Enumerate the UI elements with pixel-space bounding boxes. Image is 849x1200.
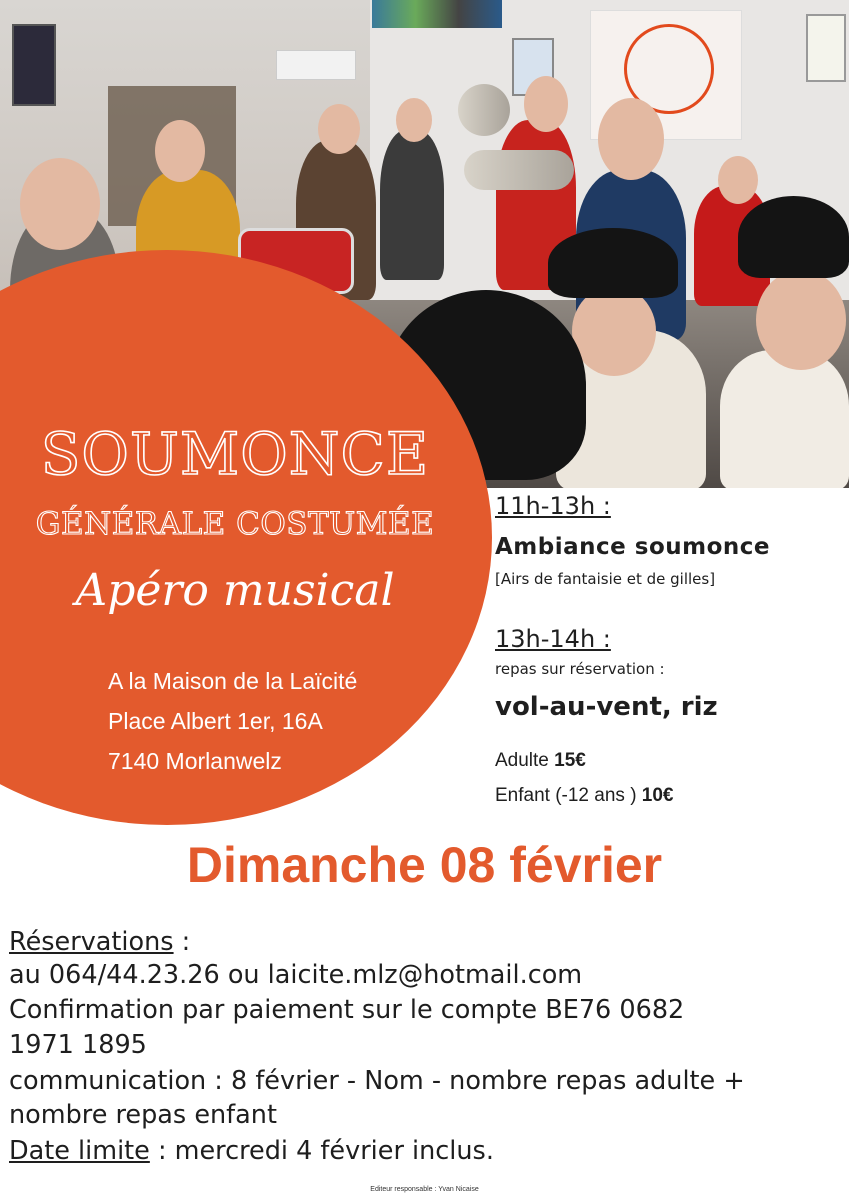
photo-person-head [756,270,846,370]
address-line-2: Place Albert 1er, 16A [108,708,323,734]
photo-hat [548,228,678,298]
photo-person-head [155,120,205,182]
photo-person [380,130,444,280]
photo-person-head [598,98,664,180]
adult-price-value: 15€ [554,750,586,771]
photo-person-head [718,156,758,204]
photo-person-head [396,98,432,142]
slot1-detail: [Airs de fantaisie et de gilles] [495,570,716,588]
photo-person [720,350,849,488]
deadline-value: : mercredi 4 février inclus. [149,1136,494,1166]
photo-person-head [20,158,100,250]
reservations-heading [9,927,190,957]
photo-person-head [318,104,360,154]
photo-person-head [524,76,568,132]
deadline-label: Date limite [9,1136,150,1166]
photo-person-head [572,286,656,376]
communication-line-2: nombre repas enfant [9,1100,277,1130]
slot2-title: repas sur réservation : [495,660,665,678]
child-price [495,785,674,807]
child-price-label: Enfant (-12 ans ) [495,785,642,806]
event-date: Dimanche 08 février [186,837,663,893]
address-line-1: A la Maison de la Laïcité [108,668,358,694]
photo-poster-right [806,14,846,82]
confirmation-line-1: Confirmation par paiement sur le compte BE76 0682 [9,995,685,1025]
poster-tagline: Apéro musical [75,565,395,616]
reservations-contact[interactable]: au 064/44.23.26 ou laicite.mlz@hotmail.com [9,960,583,990]
deadline [9,1136,494,1166]
adult-price [495,750,586,772]
slot2-time: 13h-14h : [495,625,611,653]
reservations-heading-label: Réservations [9,927,174,957]
reservations-heading-suffix: : [173,927,191,957]
photo-horn [458,84,510,136]
address-line-3: 7140 Morlanwelz [108,748,282,774]
slot1-time: 11h-13h : [495,492,611,520]
communication-line-1: communication : 8 février - Nom - nombre repas adulte + [9,1066,745,1096]
photo-hat [738,196,849,278]
photo-frame [12,24,56,106]
poster-title: SOUMONCE [40,420,430,488]
poster-subtitle: GÉNÉRALE COSTUMÉE [35,506,435,542]
slot2-menu: vol-au-vent, riz [495,692,718,722]
editor-credit: Editeur responsable : Yvan Nicaise [370,1186,479,1193]
child-price-value: 10€ [641,785,674,806]
photo-posters [372,0,502,28]
photo-air-conditioner [276,50,356,80]
slot1-title: Ambiance soumonce [495,534,770,560]
confirmation-line-2: 1971 1895 [9,1030,147,1060]
adult-price-label: Adulte [495,750,555,771]
photo-trumpet [464,150,574,190]
